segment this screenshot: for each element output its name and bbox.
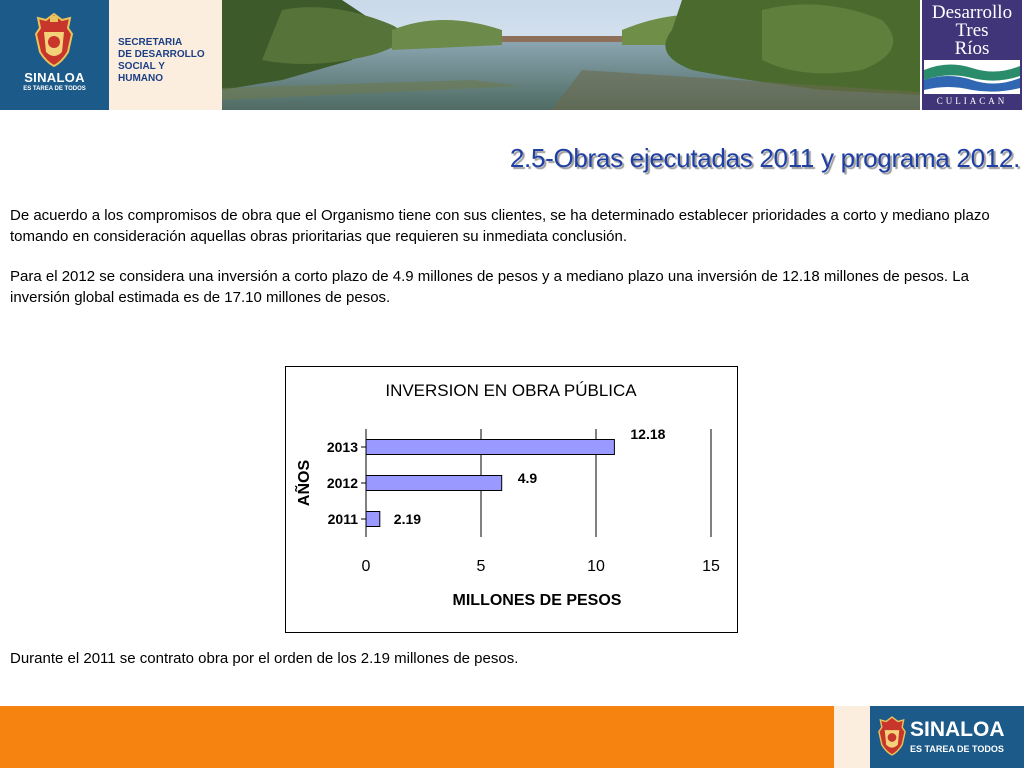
crest-icon: [32, 12, 76, 68]
footer-spacer: [834, 706, 870, 768]
secretaria-line: SECRETARIA: [118, 37, 183, 48]
secretaria-line: HUMANO: [118, 73, 163, 84]
header: [0, 0, 1024, 110]
investment-chart: [285, 366, 738, 633]
waves-icon: [924, 60, 1020, 94]
partner-line: Ríos: [954, 38, 990, 59]
logo-name: SINALOA: [24, 70, 85, 85]
y-tick-label: 2012: [326, 475, 358, 491]
secretaria-label: [109, 0, 222, 110]
x-tick-label: 15: [702, 558, 720, 575]
y-tick-label: 2011: [327, 511, 358, 527]
river-photo: [222, 0, 920, 110]
chart-canvas: [286, 367, 736, 631]
page-title: 2.5-Obras ejecutadas 2011 y programa 2012.: [509, 143, 1020, 173]
data-label: 12.18: [630, 426, 666, 442]
data-label: 4.9: [517, 470, 538, 486]
crest-icon: [876, 713, 908, 759]
y-tick-label: 2013: [326, 439, 358, 455]
secretaria-line: SOCIAL Y: [118, 61, 165, 72]
footer-band: [0, 706, 834, 768]
partner-line: Tres: [955, 20, 989, 41]
secretaria-line: DE DESARROLLO: [118, 49, 205, 60]
footer-logo-name: SINALOA: [910, 718, 1005, 741]
data-label: 2.19: [393, 511, 422, 527]
footer-logo-tagline: ES TAREA DE TODOS: [910, 744, 1004, 754]
partner-city: CULIACAN: [936, 96, 1008, 106]
x-axis-title: MILLONES DE PESOS: [452, 592, 622, 609]
bar-2013: [366, 440, 614, 455]
footer: [0, 706, 1024, 768]
river-photo-image: [222, 0, 920, 110]
bar-2011: [366, 512, 380, 527]
partner-line: Desarrollo: [931, 2, 1013, 23]
desarrollo-tres-rios-logo: [920, 0, 1024, 110]
chart-title: INVERSION EN OBRA PÚBLICA: [385, 381, 637, 400]
sinaloa-logo: [0, 0, 109, 110]
x-tick-label: 0: [361, 558, 371, 575]
logo-tagline: ES TAREA DE TODOS: [23, 86, 86, 92]
footer-sinaloa-logo: [870, 706, 1024, 768]
y-axis-title: AÑOS: [296, 459, 313, 507]
intro-paragraph: De acuerdo a los compromisos de obra que el Organismo tiene con sus clientes, se ha determinado establecer prioridades a corto y mediano plazo tomando en consideración aquellas obras prioritarias que requieren su inmediata conclusión.: [10, 207, 990, 245]
x-tick-label: 5: [476, 558, 486, 575]
summary-paragraph: Durante el 2011 se contrato obra por el orden de los 2.19 millones de pesos.: [10, 650, 519, 667]
x-tick-label: 10: [587, 558, 605, 575]
bar-2012: [366, 476, 502, 491]
investment-paragraph: Para el 2012 se considera una inversión a corto plazo de 4.9 millones de pesos y a mediano plazo una inversión de 12.18 millones de pesos. La inversión global estimada es de 17.10 millones de pesos.: [10, 268, 969, 306]
